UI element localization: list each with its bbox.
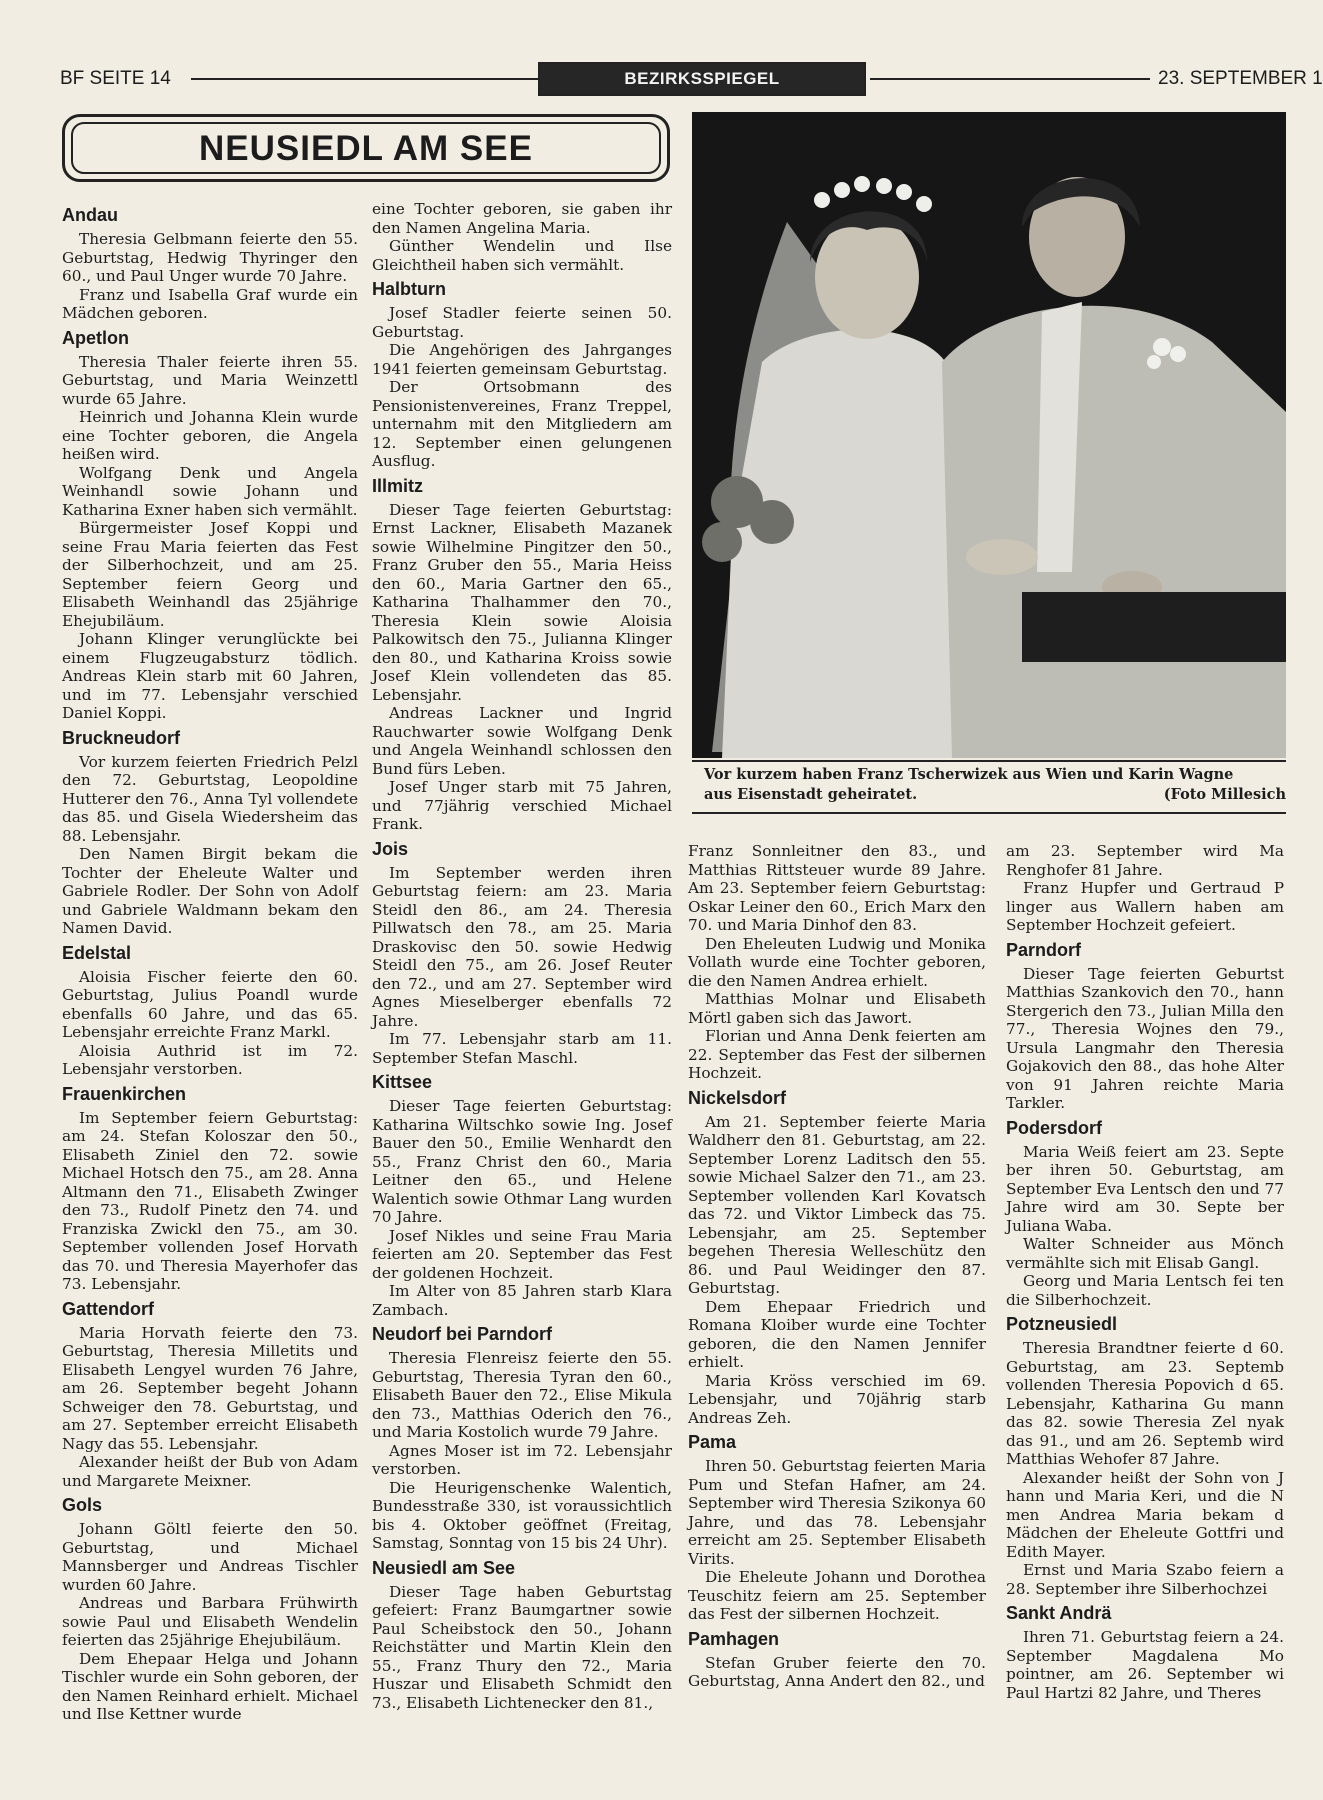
photo-caption xyxy=(692,760,1286,814)
place-heading: Pamhagen xyxy=(688,1628,780,1649)
article-paragraph: Johann Klinger verunglückte bei einem Flugzeugabsturz tödlich. Andreas Klein starb mit 60 Jahren, und im 77. Lebensjahr verschied Daniel Koppi. xyxy=(62,630,358,722)
photo-credit: (Foto Millesich xyxy=(1163,786,1286,803)
article-paragraph: Maria Weiß feiert am 23. Septe ber ihren 50. Geburtstag, am September Eva Lentsch den und 77 Jahre wird am 30. Septe ber Juliana Waba. xyxy=(1006,1142,1284,1235)
place-heading: Edelstal xyxy=(62,942,132,963)
column-3 xyxy=(688,842,986,1691)
article-paragraph: Stefan Gruber feierte den 70. Geburtstag, Anna Andert den 82., und xyxy=(688,1653,986,1690)
place-heading: Neusiedl am See xyxy=(372,1557,516,1578)
article-paragraph: Im September feiern Geburtstag: am 24. Stefan Koloszar den 50., Elisabeth Ziniel den 72. sowie Michael Hotsch den 75., am 28. Anna Altmann den 71., Elisabeth Zwinger den 73., Rudolf Pinetz den 74. und Franziska Zwickl den 75., am 30. September vollenden Josef Horvath das 70. und Theresia Mayerhofer das 73. Lebensjahr. xyxy=(62,1108,358,1293)
article-paragraph: Der Ortsobmann des Pensionistenvereines, Franz Treppel, unternahm mit den Mitgliedern am 12. September einen gelungenen Ausflug. xyxy=(372,378,672,470)
article-paragraph: Johann Göltl feierte den 50. Geburtstag, und Michael Mannsberger und Andreas Tischler wurden 60 Jahre. xyxy=(62,1520,358,1594)
place-heading: Bruckneudorf xyxy=(62,727,181,748)
article-paragraph: Maria Kröss verschied im 69. Lebensjahr, und 70jährig starb Andreas Zeh. xyxy=(688,1371,986,1427)
article-paragraph: Ihren 71. Geburtstag feiern a 24. September Magdalena Mo pointner, am 26. September wi Paul Hartzi 82 Jahre, und Theres xyxy=(1006,1628,1284,1702)
article-paragraph: Die Eheleute Johann und Dorothea Teuschitz feiern am 25. September das Fest der silbernen Hochzeit. xyxy=(688,1568,986,1623)
article-paragraph: Georg und Maria Lentsch fei ten die Silberhochzeit. xyxy=(1006,1272,1284,1309)
article-paragraph: Die Heurigenschenke Walentich, Bundesstraße 330, ist voraussichtlich bis 4. Oktober geöffnet (Freitag, Samstag, Sonntag von 15 bis 24 Uhr). xyxy=(372,1478,672,1552)
article-paragraph: am 23. September wird Ma Renghofer 81 Jahre. xyxy=(1006,842,1284,879)
caption-line: Vor kurzem haben Franz Tscherwizek aus Wien und Karin Wagne xyxy=(704,766,1234,783)
article-paragraph: Ihren 50. Geburtstag feierten Maria Pum und Stefan Hafner, am 24. September wird Theresia Szikonya 60 Jahre, und das 78. Lebensjahr erreicht am 25. September Elisabeth Virits. xyxy=(688,1457,986,1568)
place-heading: Sankt Andrä xyxy=(1006,1603,1112,1623)
place-heading: Jois xyxy=(372,838,409,859)
article-paragraph: Den Namen Birgit bekam die Tochter der Eheleute Walter und Gabriele Rodler. Der Sohn von Adolf und Gabriele Waldmann bekam den Namen David. xyxy=(62,845,358,937)
place-heading: Gols xyxy=(62,1495,103,1515)
article-paragraph: Dieser Tage haben Geburtstag gefeiert: Franz Baumgartner sowie Paul Scheibstock den 50., Johann Reichstätter und Martin Klein den 55., Franz Thury den 72., Maria Huszar und Elisabeth Schmidt den 73., Elisabeth Lichtenecker den 81., xyxy=(372,1582,672,1712)
page-title-box xyxy=(62,114,670,182)
article-paragraph: Im Alter von 85 Jahren starb Klara Zambach. xyxy=(372,1282,672,1319)
article-paragraph: Josef Unger starb mit 75 Jahren, und 77jährig verschied Michael Frank. xyxy=(372,778,672,833)
article-paragraph: Bürgermeister Josef Koppi und seine Frau Maria feierten das Fest der Silberhochzeit, und am 25. September feiern Georg und Elisabeth Weinhandl das 25jährige Ehejubiläum. xyxy=(62,519,358,630)
article-paragraph: Theresia Gelbmann feierte den 55. Geburtstag, Hedwig Thyringer den 60., und Paul Unger wurde 70 Jahre. xyxy=(62,230,358,285)
header-rule-left xyxy=(191,78,596,80)
section-label: BEZIRKSSPIEGEL xyxy=(538,62,866,96)
article-paragraph: Franz Sonnleitner den 83., und Matthias Rittsteuer wurde 89 Jahre. Am 23. September feiern Geburtstag: Oskar Leiner den 60., Erich Marx den 70. und Maria Dinhof den 83. xyxy=(688,842,986,934)
page-title: NEUSIEDL AM SEE xyxy=(71,122,661,174)
article-paragraph: Im 77. Lebensjahr starb am 11. September Stefan Maschl. xyxy=(372,1030,672,1067)
article-paragraph: eine Tochter geboren, sie gaben ihr den Namen Angelina Maria. xyxy=(372,200,672,237)
article-paragraph: Walter Schneider aus Mönch vermählte sich mit Elisab Gangl. xyxy=(1006,1235,1284,1272)
place-heading: Andau xyxy=(62,205,118,225)
article-paragraph: Dieser Tage feierten Geburtstag: Ernst Lackner, Elisabeth Mazanek sowie Wilhelmine Pingitzer den 50., Franz Gruber den 55., Maria Heiss den 60., Maria Gartner den 65., Katharina Thalhammer den 70., Theresia Klein sowie Aloisia Palkowitsch den 75., Julianna Klinger den 80., und Katharina Kroiss sowie Josef Klein vollendeten das 85. Lebensjahr. xyxy=(372,500,672,704)
place-heading: Frauenkirchen xyxy=(62,1083,187,1104)
article-paragraph: Matthias Molnar und Elisabeth Mörtl gaben sich das Jawort. xyxy=(688,990,986,1027)
place-heading: Pama xyxy=(688,1432,737,1452)
place-heading: Potzneusiedl xyxy=(1006,1314,1118,1334)
article-paragraph: Franz und Isabella Graf wurde ein Mädchen geboren. xyxy=(62,285,358,322)
article-paragraph: Aloisia Fischer feierte den 60. Geburtstag, Julius Poandl wurde ebenfalls 60 Jahre, und das 65. Lebensjahr erreichte Franz Markl. xyxy=(62,967,358,1041)
article-paragraph: Im September werden ihren Geburtstag feiern: am 23. Maria Steidl den 86., am 24. Theresia Pillwatsch den 78., am 25. Maria Draskovisc den 50. sowie Hedwig Steidl den 75., am 26. Josef Reuter den 72., und am 27. September wird Agnes Mieselberger ebenfalls 72 Jahre. xyxy=(372,863,672,1030)
article-paragraph: Alexander heißt der Bub von Adam und Margarete Meixner. xyxy=(62,1453,358,1490)
article-paragraph: Aloisia Authrid ist im 72. Lebensjahr verstorben. xyxy=(62,1041,358,1078)
place-heading: Gattendorf xyxy=(62,1298,154,1319)
place-heading: Nickelsdorf xyxy=(688,1087,787,1108)
article-paragraph: Maria Horvath feierte den 73. Geburtstag, Theresia Milletits und Elisabeth Lengyel wurden 76 Jahre, am 26. September begeht Johann Schweiger den 78. Geburtstag, und am 27. September erreicht Elisabeth Nagy das 55. Lebensjahr. xyxy=(62,1323,358,1453)
article-paragraph: Franz Hupfer und Gertraud P linger aus Wallern haben am September Hochzeit gefeiert. xyxy=(1006,879,1284,934)
header-rule-right xyxy=(870,78,1150,80)
article-paragraph: Andreas Lackner und Ingrid Rauchwarter sowie Wolfgang Denk und Angela Weinhandl schlossen den Bund fürs Leben. xyxy=(372,704,672,778)
article-paragraph: Theresia Flenreisz feierte den 55. Geburtstag, Theresia Tyran den 60., Elisabeth Bauer den 72., Elise Mikula den 73., Matthias Oderich den 76., und Maria Kostolich wurde 79 Jahre. xyxy=(372,1349,672,1441)
article-paragraph: Andreas und Barbara Frühwirth sowie Paul und Elisabeth Wendelin feierten das 25jährige Ehejubiläum. xyxy=(62,1594,358,1649)
column-2 xyxy=(372,200,672,1712)
place-heading: Halbturn xyxy=(372,279,446,299)
article-paragraph: Den Eheleuten Ludwig und Monika Vollath wurde eine Tochter geboren, die den Namen Andrea erhielt. xyxy=(688,934,986,990)
wedding-photo xyxy=(692,112,1286,758)
column-4 xyxy=(1006,842,1284,1702)
article-paragraph: Wolfgang Denk und Angela Weinhandl sowie Johann und Katharina Exner haben sich vermählt. xyxy=(62,463,358,519)
place-heading: Neudorf bei Parndorf xyxy=(372,1324,553,1344)
article-paragraph: Heinrich und Johanna Klein wurde eine Tochter geboren, die Angela heißen wird. xyxy=(62,408,358,463)
article-paragraph: Dem Ehepaar Friedrich und Romana Kloiber wurde eine Tochter geboren, die den Namen Jennifer erhielt. xyxy=(688,1297,986,1371)
place-heading: Apetlon xyxy=(62,327,129,348)
issue-date: 23. SEPTEMBER 1 xyxy=(1158,68,1323,89)
article-paragraph: Dieser Tage feierten Geburtstag: Katharina Wiltschko sowie Ing. Josef Bauer den 50., Emilie Wenhardt den 55., Franz Christ den 60., Maria Leitner den 65., und Helene Walentich sowie Othmar Lang wurden 70 Jahre. xyxy=(372,1097,672,1226)
article-paragraph: Dieser Tage feierten Geburtst Matthias Szankovich den 70., hann Stergerich den 73., Julian Milla den 77., Theresia Wojnes den 79., Ursula Langmahr den Theresia Gojakovich den 88., das hohe Alter von 91 Jahren reichte Maria Tarkler. xyxy=(1006,964,1284,1112)
place-heading: Illmitz xyxy=(372,475,424,496)
article-paragraph: Theresia Brandtner feierte d 60. Geburtstag, am 23. Septemb vollenden Theresia Popovich d 65. Lebensjahr, Katharina Gu mann das 82. sowie Theresia Zel nyak das 91., und am 26. Septemb wird Matthias Wehofer 87 Jahre. xyxy=(1006,1339,1284,1468)
article-paragraph: Alexander heißt der Sohn von J hann und Maria Keri, und die N men Andrea Maria bekam d Mädchen der Eheleute Gottfri und Edith Mayer. xyxy=(1006,1468,1284,1561)
page-number: BF SEITE 14 xyxy=(60,68,171,89)
place-heading: Kittsee xyxy=(372,1072,433,1092)
article-paragraph: Theresia Thaler feierte ihren 55. Geburtstag, und Maria Weinzettl wurde 65 Jahre. xyxy=(62,352,358,408)
article-paragraph: Dem Ehepaar Helga und Johann Tischler wurde ein Sohn geboren, der den Namen Reinhard erhielt. Michael und Ilse Kettner wurde xyxy=(62,1649,358,1723)
article-paragraph: Florian und Anna Denk feierten am 22. September das Fest der silbernen Hochzeit. xyxy=(688,1027,986,1082)
article-paragraph: Ernst und Maria Szabo feiern a 28. September ihre Silberhochzei xyxy=(1006,1561,1284,1598)
caption-line: aus Eisenstadt geheiratet. xyxy=(704,786,918,803)
article-paragraph: Vor kurzem feierten Friedrich Pelzl den 72. Geburtstag, Leopoldine Hutterer den 76., Anna Tyl vollendete das 85. und Gisela Wiedersheim das 88. Lebensjahr. xyxy=(62,752,358,845)
column-1 xyxy=(62,200,358,1724)
place-heading: Parndorf xyxy=(1006,939,1082,960)
article-paragraph: Günther Wendelin und Ilse Gleichtheil haben sich vermählt. xyxy=(372,237,672,274)
place-heading: Podersdorf xyxy=(1006,1117,1103,1138)
article-paragraph: Die Angehörigen des Jahrganges 1941 feierten gemeinsam Geburtstag. xyxy=(372,341,672,378)
page-header xyxy=(60,62,1323,98)
article-paragraph: Am 21. September feierte Maria Waldherr den 81. Geburtstag, am 22. September Lorenz Laditsch den 55. sowie Michael Salzer den 71., am 23. September vollenden Karl Kovatsch das 72. und Viktor Limbeck das 75. Lebensjahr, am 25. September begehen Theresia Welleschütz den 86. und Paul Weidinger den 87. Geburtstag. xyxy=(688,1112,986,1297)
article-paragraph: Josef Nikles und seine Frau Maria feierten am 20. September das Fest der goldenen Hochzeit. xyxy=(372,1226,672,1282)
article-paragraph: Josef Stadler feierte seinen 50. Geburtstag. xyxy=(372,304,672,341)
wedding-photo-image xyxy=(692,112,1286,758)
article-paragraph: Agnes Moser ist im 72. Lebensjahr verstorben. xyxy=(372,1441,672,1478)
